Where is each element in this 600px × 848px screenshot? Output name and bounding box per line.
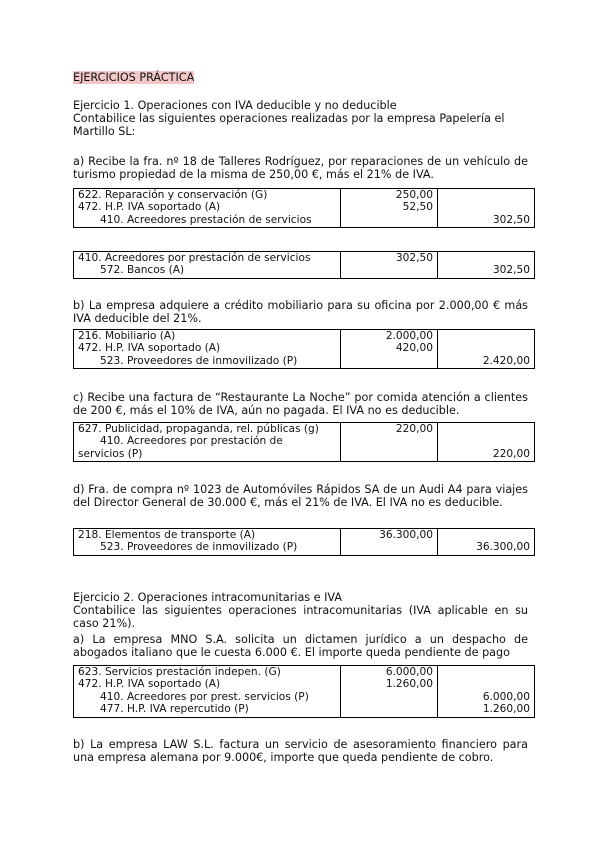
debit-column	[341, 529, 438, 556]
debit-amount: 1.260,00	[385, 678, 433, 691]
credit-amount: 6.000,00	[482, 690, 530, 703]
ex1-c-statement: c) Recibe una factura de “Restaurante La Noche” por comida atención a clientes de 200 €, más el 10% de IVA, aún no pagada. El IVA no es deducible.	[73, 391, 528, 418]
debit-column	[341, 666, 438, 718]
ex1-b-journal-entry	[73, 329, 535, 369]
ex2-b-statement: b) La empresa LAW S.L. factura un servicio de asesoramiento financiero para una empresa alemana por 9.000€, importe que queda pendiente de cobro.	[73, 738, 528, 765]
ex1-a-journal-entry-1	[73, 188, 535, 228]
account-line: servicios (P)	[78, 447, 143, 460]
ex1-c-journal-entry	[73, 422, 535, 462]
account-line: 218. Elementos de transporte (A)	[78, 529, 256, 541]
exercise-2-intro: Contabilice las siguientes operaciones intracomunitarias (IVA aplicable en su caso 21%).	[73, 604, 528, 631]
account-line: 410. Acreedores prestación de servicios	[100, 213, 312, 226]
account-line: 572. Bancos (A)	[100, 264, 185, 277]
debit-column	[341, 252, 438, 279]
debit-amount: 52,50	[402, 201, 433, 214]
ex1-d-statement: d) Fra. de compra nº 1023 de Automóviles Rápidos SA de un Audi A4 para viajes del Director General de 30.000 €, más el 21% de IVA. El IVA no es deducible.	[73, 483, 528, 510]
credit-column	[438, 252, 535, 279]
account-column	[74, 330, 341, 369]
account-line: 410. Acreedores por prest. servicios (P)	[100, 690, 309, 703]
account-line: 623. Servicios prestación indepen. (G)	[78, 666, 281, 678]
account-line: 216. Mobiliario (A)	[78, 330, 176, 342]
account-line: 472. H.P. IVA soportado (A)	[78, 342, 221, 355]
debit-amount: 250,00	[395, 189, 433, 201]
exercise-1-heading: Ejercicio 1. Operaciones con IVA deducible y no deducible	[73, 99, 397, 112]
ex2-a-journal-entry	[73, 665, 535, 718]
ex1-a-statement: a) Recibe la fra. nº 18 de Talleres Rodríguez, por reparaciones de un vehículo de turismo propiedad de la misma de 250,00 €, más el 21% de IVA.	[73, 155, 528, 182]
title-highlight: EJERCICIOS PRÁCTICA	[73, 71, 195, 84]
account-column	[74, 423, 341, 462]
credit-column	[438, 423, 535, 462]
account-line: 477. H.P. IVA repercutido (P)	[100, 703, 249, 716]
account-line: 523. Proveedores de inmovilizado (P)	[100, 541, 298, 554]
debit-amount: 420,00	[395, 342, 433, 355]
debit-amount: 6.000,00	[385, 666, 433, 678]
account-line: 622. Reparación y conservación (G)	[78, 189, 268, 201]
account-column	[74, 252, 341, 279]
account-line: 410. Acreedores por prestación de	[100, 435, 283, 448]
debit-amount: 2.000,00	[385, 330, 433, 342]
exercise-2-heading: Ejercicio 2. Operaciones intracomunitarias e IVA	[73, 591, 343, 604]
exercise-1-intro: Contabilice las siguientes operaciones realizadas por la empresa Papelería el Martillo SL:	[73, 112, 505, 139]
debit-column	[341, 423, 438, 462]
ex1-b-statement: b) La empresa adquiere a crédito mobiliario para su oficina por 2.000,00 € más IVA deducible del 21%.	[73, 299, 528, 326]
account-column	[74, 189, 341, 228]
ex1-a-journal-entry-2	[73, 251, 535, 279]
credit-amount: 2.420,00	[482, 354, 530, 367]
account-line: 627. Publicidad, propaganda, rel. públicas (g)	[78, 423, 319, 435]
ex1-d-journal-entry	[73, 528, 535, 556]
credit-column	[438, 189, 535, 228]
credit-amount: 302,50	[492, 264, 530, 277]
document-title	[73, 71, 528, 84]
credit-column	[438, 330, 535, 369]
credit-amount: 302,50	[492, 213, 530, 226]
account-column	[74, 666, 341, 718]
credit-column	[438, 529, 535, 556]
account-line: 410. Acreedores por prestación de servicios	[78, 252, 311, 264]
debit-amount: 36.300,00	[379, 529, 433, 541]
credit-amount: 1.260,00	[482, 703, 530, 716]
account-line: 472. H.P. IVA soportado (A)	[78, 678, 221, 691]
debit-amount: 302,50	[395, 252, 433, 264]
credit-column	[438, 666, 535, 718]
credit-amount: 220,00	[492, 447, 530, 460]
credit-amount: 36.300,00	[476, 541, 530, 554]
debit-amount: 220,00	[395, 423, 433, 435]
ex2-a-statement: a) La empresa MNO S.A. solicita un dictamen jurídico a un despacho de abogados italiano que le cuesta 6.000 €. El importe queda pendiente de pago	[73, 633, 528, 660]
debit-column	[341, 330, 438, 369]
account-line: 523. Proveedores de inmovilizado (P)	[100, 354, 298, 367]
account-column	[74, 529, 341, 556]
debit-column	[341, 189, 438, 228]
account-line: 472. H.P. IVA soportado (A)	[78, 201, 221, 214]
